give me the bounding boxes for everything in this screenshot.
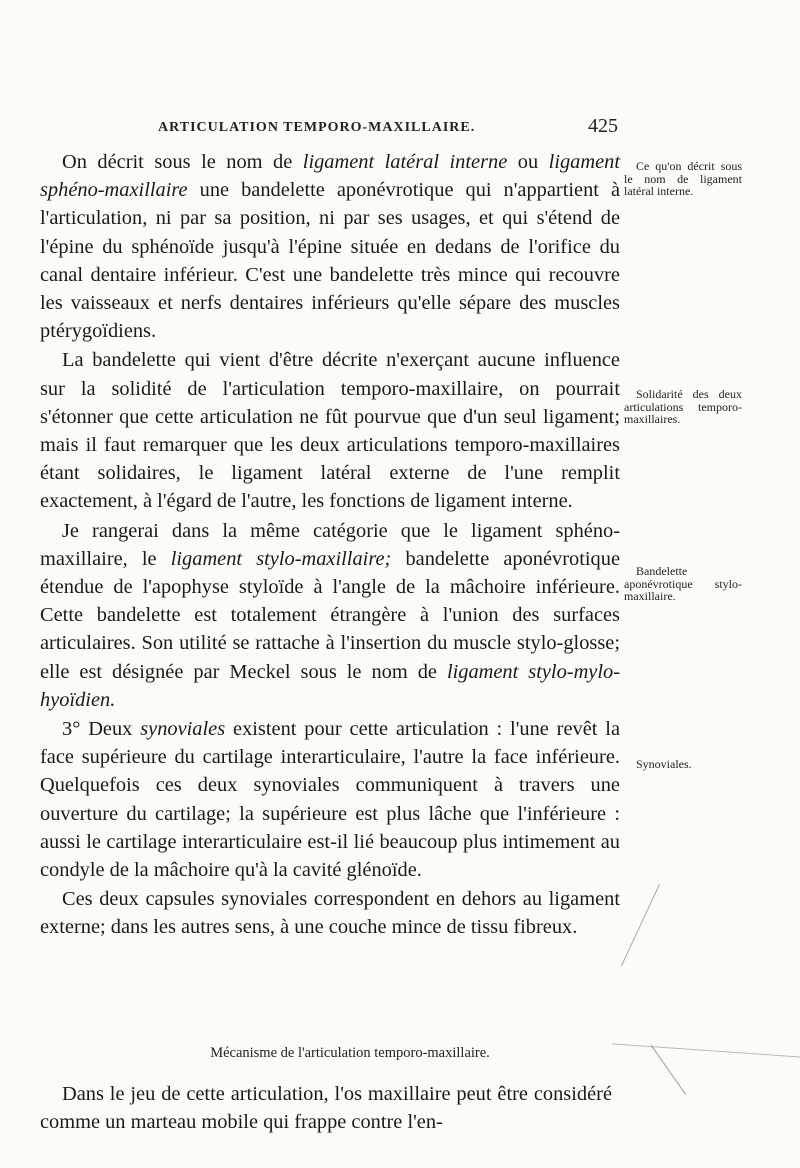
scan-mark [621,884,660,966]
italic-term: ligament sphéno-maxillaire [40,151,621,202]
final-paragraph: Dans le jeu de cette articulation, l'os maxillaire peut être considéré comme un marteau mobile qui frappe contre l'en- [40,1083,612,1134]
paragraph [40,715,620,884]
page-number: 425 [588,115,618,137]
final-text [40,1080,612,1136]
scan-mark [651,1045,686,1095]
main-text [40,148,620,943]
margin-note-ligament: Ce qu'on décrit sous le nom de ligament latéral interne. [624,159,742,198]
text-run: bandelette aponévrotique étendue de l'apophyse styloïde à l'angle de la mâchoire inférieure. Cette bandelette est totalement étrangère à l'union des surfaces articulaires. Son utilité se rattache à l'insertion du muscle stylo-glosse; elle est désignée par Meckel sous le nom de [40,547,620,683]
italic-term: synoviales [140,718,226,741]
text-run: 3° Deux [62,718,141,741]
text-run: ou [507,151,549,173]
italic-term: ligament latéral interne [302,151,508,173]
paragraph [40,148,620,345]
running-title: ARTICULATION TEMPORO-MAXILLAIRE. [158,120,476,135]
scan-mark [612,1043,800,1057]
running-header [158,115,618,137]
text-run: La bandelette qui vient d'être décrite n'exerçant aucune influence sur la solidité de l'articulation temporo-maxillaire, on pourrait s'étonner que cette articulation ne fût pourvue que d'un seul ligament; mais il faut remarquer que les deux articulations temporo-maxillaires étant solidaires, le ligament latéral externe de l'une remplit exactement, à l'égard de l'autre, les fonctions de ligament interne. [40,349,620,513]
section-heading: Mécanisme de l'articulation temporo-maxillaire. [210,1045,490,1061]
text-run: une bandelette aponévrotique qui n'appartient à l'articulation, ni par sa position, ni par ses usages, et qui s'étend de l'épine du sphénoïde jusqu'à l'épine située en dedans de l'orifice du canal dentaire inférieur. C'est une bandelette très mince qui recouvre les vaisseaux et nerfs dentaires inférieurs qu'elle sépare des muscles ptérygoïdiens. [40,179,620,343]
margin-note-synoviales: Synoviales. [636,757,692,771]
italic-term: ligament stylo-mylo-hyoïdien. [40,660,621,711]
text-run: On décrit sous le nom de [62,151,303,173]
text-run: existent pour cette articulation : l'une revêt la face supérieure du cartilage interarticulaire, l'autre la face inférieure. Quelquefois ces deux synoviales communiquent à travers une ouverture du cartilage; la supérieure est plus lâche que l'inférieure : aussi le cartilage interarticulaire est-il lié beaucoup plus intimement au condyle de la mâchoire qu'à la cavité glénoïde. [40,718,620,882]
margin-note-solidarite: Solidarité des deux articulations temporo-maxillaires. [624,387,742,426]
margin-note-bandelette: Bandelette aponévrotique stylo-maxillaire. [624,564,742,603]
text-run: Ces deux capsules synoviales correspondent en dehors au ligament externe; dans les autres sens, à une couche mince de tissu fibreux. [40,888,620,939]
paragraph [40,885,620,941]
paragraph [40,346,620,515]
text-run: Je rangerai dans la même catégorie que le ligament sphéno-maxillaire, le [40,519,620,570]
italic-term: ligament stylo-maxillaire; [170,547,392,570]
paragraph [40,517,620,714]
